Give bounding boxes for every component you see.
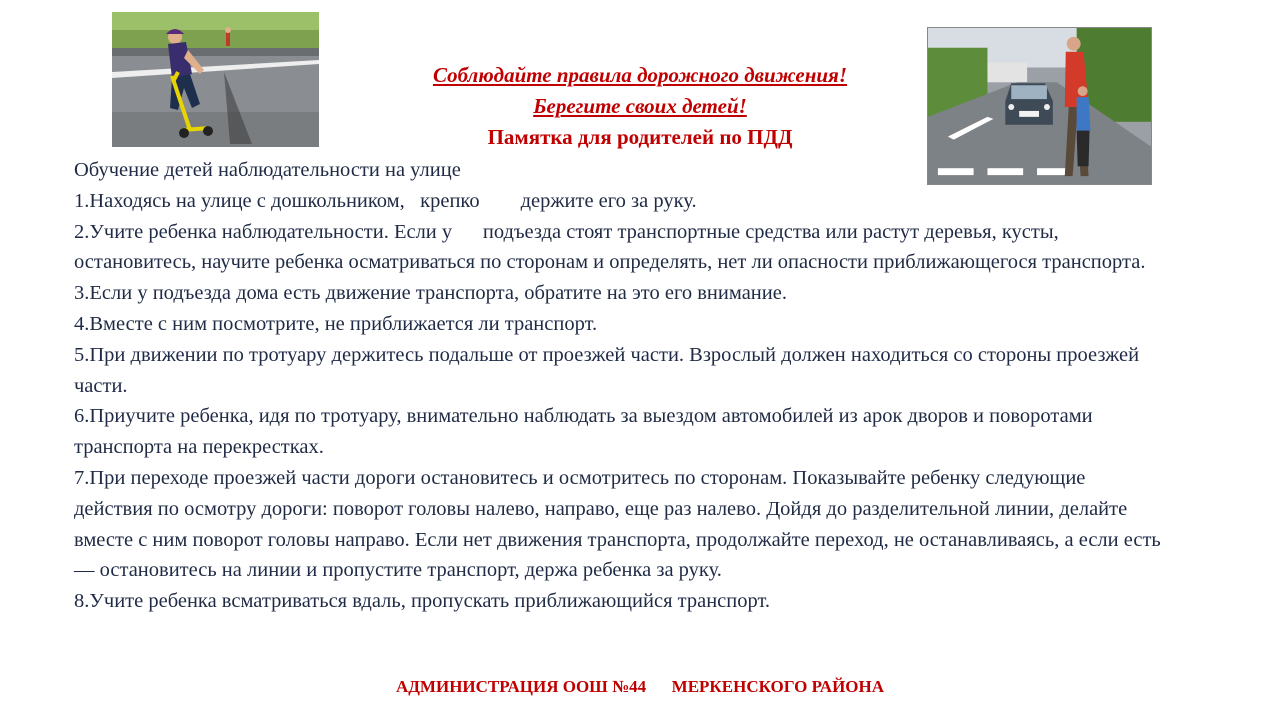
memo-item-7: 7.При переходе проезжей части дороги остановитесь и осмотритесь по сторонам. Показывайте ребенку следующие действия по осмотру дороги: поворот головы налево, направо, еще раз налево. Дойдя до разделительной линии, делайте вместе с ним поворот головы направо. Если нет движения транспорта, продолжайте переход, не останавливаясь, а если есть — остановитесь на линии и пропустите транспорт, держа ребенка за руку. <box>74 466 1166 582</box>
memo-item-2: 2.Учите ребенка наблюдательности. Если у подъезда стоят транспортные средства или растут деревья, кусты, остановитесь, научите ребенка осматриваться по сторонам и определять, нет ли опасности приближающегося транспорта. <box>74 220 1146 274</box>
footer-administration: АДМИНИСТРАЦИЯ ООШ №44 МЕРКЕНСКОГО РАЙОНА <box>395 677 885 696</box>
memo-item-4: 4.Вместе с ним посмотрите, не приближается ли транспорт. <box>74 312 598 335</box>
memo-item-5: 5.При движении по тротуару держитесь подальше от проезжей части. Взрослый должен находиться со стороны проезжей части. <box>74 343 1145 397</box>
memo-item-3: 3.Если у подъезда дома есть движение транспорта, обратите на это его внимание. <box>74 282 787 305</box>
slogan-traffic-rules: Соблюдайте правила дорожного движения! <box>432 63 848 87</box>
memo-title: Памятка для родителей по ПДД <box>487 125 793 149</box>
slogan-protect-children: Берегите своих детей! <box>533 94 747 118</box>
memo-item-1: 1.Находясь на улице с дошкольником, крепко держите его за руку. <box>74 189 697 212</box>
memo-subtitle: Обучение детей наблюдательности на улице <box>74 159 461 181</box>
scooter-child-photo <box>112 12 319 147</box>
memo-body <box>74 155 1164 617</box>
memo-item-8: 8.Учите ребенка всматриваться вдаль, пропускать приближающийся транспорт. <box>74 590 771 613</box>
memo-item-6: 6.Приучите ребенка, идя по тротуару, внимательно наблюдать за выездом автомобилей из арок дворов и поворотами транспорта на перекрестках. <box>74 405 1098 459</box>
